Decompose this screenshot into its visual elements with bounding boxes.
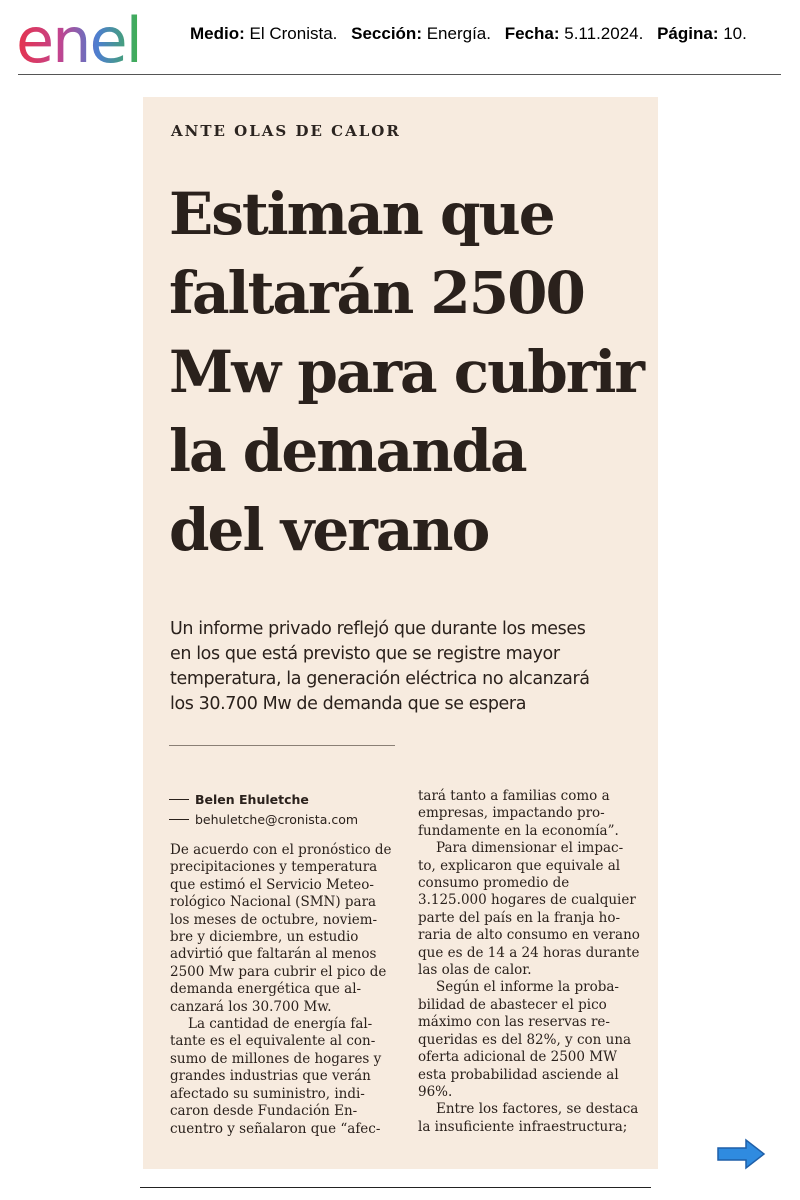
arrow-right-shape [718, 1140, 764, 1168]
body-line: precipitaciones y temperatura [170, 859, 378, 876]
subhead-line: temperatura, la generación eléctrica no alcanzará [170, 669, 590, 689]
body-column-1 [170, 842, 394, 1138]
body-line: 2500 Mw para cubrir el pico de [170, 963, 387, 980]
body-line: las olas de calor. [418, 962, 532, 979]
pagina-label: Página: [657, 24, 719, 43]
body-line: to, explicaron que equivale al [418, 857, 621, 874]
body-line: esta probabilidad asciende al [418, 1066, 619, 1083]
body-line: Entre los factores, se destaca [436, 1101, 639, 1118]
body-line: la insuficiente infraestructura; [418, 1118, 628, 1135]
body-line: rológico Nacional (SMN) para [170, 894, 377, 911]
pagina-value: 10. [723, 24, 747, 43]
body-line: fundamente en la economía”. [418, 822, 619, 839]
body-line: parte del país en la franja ho- [418, 909, 621, 926]
body-line: consumo promedio de [418, 875, 570, 892]
body-line: tante es el equivalente al con- [170, 1033, 376, 1050]
body-line: La cantidad de energía fal- [188, 1016, 373, 1033]
body-line: demanda energética que al- [170, 981, 362, 998]
svg-text:enel: enel [16, 8, 141, 70]
article-headline [169, 175, 649, 570]
subhead-line: en los que está previsto que se registre mayor [170, 644, 560, 664]
body-line: queridas es del 82%, y con una [418, 1031, 632, 1048]
medio-label: Medio: [190, 24, 245, 43]
body-line: bilidad de abastecer el pico [418, 996, 607, 1013]
body-line: empresas, impactando pro- [418, 805, 605, 822]
body-line: canzará los 30.700 Mw. [170, 998, 332, 1015]
newspaper-clipping [143, 97, 658, 1169]
body-line: oferta adicional de 2500 MW [418, 1049, 617, 1066]
article-kicker: ANTE OLAS DE CALOR [171, 122, 401, 140]
seccion-label: Sección: [351, 24, 422, 43]
body-line: máximo con las reservas re- [418, 1014, 610, 1031]
author-email: behuletche@cronista.com [195, 811, 359, 827]
body-line: 96%. [418, 1083, 453, 1100]
headline-line: faltarán 2500 [169, 259, 584, 327]
body-line: raria de alto consumo en verano [418, 927, 640, 944]
headline-line: la demanda [169, 417, 526, 485]
fecha-label: Fecha: [504, 24, 560, 43]
body-line: sumo de millones de hogares y [170, 1050, 382, 1067]
body-line: advirtió que faltarán al menos [170, 946, 377, 963]
headline-line: Estiman que [169, 180, 554, 248]
byline [169, 789, 358, 829]
body-line: tará tanto a familias como a [418, 788, 610, 804]
header-divider [18, 74, 781, 75]
arrow-right-icon[interactable] [716, 1138, 766, 1170]
body-line: De acuerdo con el pronóstico de [170, 842, 392, 858]
body-line: Según el informe la proba- [436, 979, 619, 996]
body-line: 3.125.000 hogares de cualquier [418, 892, 636, 909]
body-line: caron desde Fundación En- [170, 1103, 358, 1120]
body-line: los meses de octubre, noviem- [170, 911, 378, 928]
author-name: Belen Ehuletche [195, 791, 309, 807]
enel-logo [14, 8, 179, 70]
body-column-2 [418, 788, 646, 1136]
subhead-divider [169, 745, 395, 746]
body-line: grandes industrias que verán [170, 1068, 371, 1085]
headline-line: del verano [169, 496, 489, 564]
body-line: bre y diciembre, un estudio [170, 929, 359, 946]
fecha-value: 5.11.2024. [564, 24, 644, 43]
source-metadata [190, 24, 747, 44]
body-line: afectado su suministro, indi- [170, 1085, 365, 1102]
subhead-line: Un informe privado reflejó que durante los meses [170, 619, 586, 639]
body-line: cuentro y señalaron que “afec- [170, 1120, 381, 1137]
headline-line: Mw para cubrir [169, 338, 643, 406]
body-line: que estimó el Servicio Meteo- [170, 876, 374, 893]
article-subhead [170, 617, 640, 717]
seccion-value: Energía. [426, 24, 491, 43]
body-line: que es de 14 a 24 horas durante [418, 944, 640, 961]
footer-divider [140, 1187, 651, 1188]
body-line: Para dimensionar el impac- [436, 840, 624, 857]
medio-value: El Cronista. [249, 24, 338, 43]
subhead-line: los 30.700 Mw de demanda que se espera [170, 694, 527, 714]
